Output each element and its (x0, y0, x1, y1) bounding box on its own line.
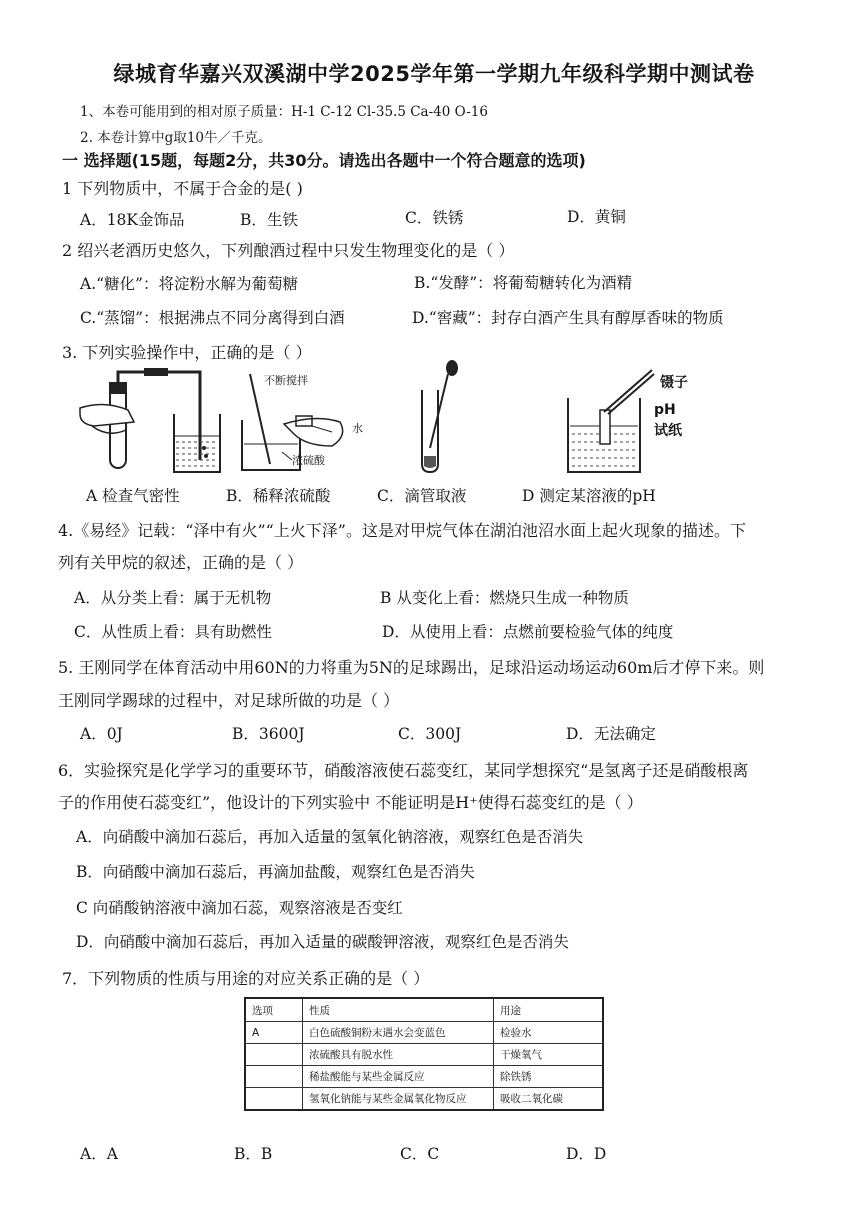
section-heading: 一 选择题(15题，每题2分，共30分。请选出各题中一个符合题意的选项) (62, 151, 586, 170)
question-7-stem: 7．下列物质的性质与用途的对应关系正确的是（ ） (62, 969, 430, 988)
question-4-stem-2: 列有关甲烷的叙述，正确的是（ ） (58, 553, 304, 572)
q5-option-a: A．0J (80, 725, 123, 743)
note-1: 1、本卷可能用到的相对原子质量：H-1 C-12 Cl-35.5 Ca-40 O-16 (80, 104, 488, 120)
figure-air-tightness-check (74, 364, 224, 480)
label-stir: 不断搅拌 (264, 374, 308, 387)
figure-dropper (408, 360, 478, 476)
q6-option-c: C 向硝酸钠溶液中滴加石蕊，观察溶液是否变红 (76, 899, 403, 917)
q1-option-d: D．黄铜 (567, 208, 626, 226)
question-4-stem-1: 4.《易经》记载：“泽中有火”“上火下泽”。这是对甲烷气体在湖泊池沼水面上起火现象的描述。下 (58, 521, 746, 540)
q4-option-d: D．从使用上看：点燃前要检验气体的纯度 (382, 623, 674, 641)
q7-option-b: B．B (234, 1145, 273, 1163)
table-cell: 干燥氧气 (494, 1044, 604, 1066)
q2-option-d: D.“窖藏”：封存白酒产生具有醇厚香味的物质 (412, 309, 724, 327)
q6-option-d: D．向硝酸中滴加石蕊后，再加入适量的碳酸钾溶液，观察红色是否消失 (76, 933, 569, 951)
table-row (245, 1022, 603, 1044)
table-row (245, 1044, 603, 1066)
table-header-cell: 性质 (303, 998, 494, 1022)
q6-option-a: A．向硝酸中滴加石蕊后，再加入适量的氢氧化钠溶液，观察红色是否消失 (76, 828, 584, 846)
q6-option-b: B．向硝酸中滴加石蕊后，再滴加盐酸，观察红色是否消失 (76, 863, 475, 881)
question-5-stem-2: 王刚同学踢球的过程中，对足球所做的功是（ ） (58, 691, 400, 710)
table-row (245, 1066, 603, 1088)
table-cell (245, 1066, 303, 1088)
table-header-row (245, 998, 603, 1022)
question-6-stem-2: 子的作用使石蕊变红”，他设计的下列实验中 不能证明是H⁺使得石蕊变红的是（ ） (58, 793, 643, 812)
table-cell: 白色硫酸铜粉末遇水会变蓝色 (303, 1022, 494, 1044)
q4-option-c: C．从性质上看：具有助燃性 (74, 623, 272, 641)
q7-option-a: A．A (80, 1145, 118, 1163)
table-cell: A (245, 1022, 303, 1044)
question-3-stem: 3. 下列实验操作中，正确的是（ ） (62, 343, 312, 362)
table-header-cell: 选项 (245, 998, 303, 1022)
q4-option-a: A．从分类上看：属于无机物 (74, 589, 272, 607)
question-6-stem-1: 6．实验探究是化学学习的重要环节，硝酸溶液使石蕊变红，某同学想探究“是氢离子还是硝酸根离 (58, 761, 749, 780)
label-water: 水 (352, 422, 363, 435)
q1-option-c: C．铁锈 (405, 209, 464, 227)
q2-option-c: C.“蒸馏”：根据沸点不同分离得到白酒 (80, 309, 345, 327)
table-cell: 检验水 (494, 1022, 604, 1044)
table-cell: 浓硫酸具有脱水性 (303, 1044, 494, 1066)
q7-option-c: C．C (400, 1145, 440, 1163)
label-acid: 浓硫酸 (292, 454, 325, 467)
question-2-stem: 2 绍兴老酒历史悠久，下列酿酒过程中只发生物理变化的是（ ） (62, 241, 515, 260)
q1-option-a: A．18K金饰品 (80, 211, 185, 229)
table-cell: 吸收二氧化碳 (494, 1088, 604, 1111)
note-2: 2. 本卷计算中g取10牛／千克。 (80, 130, 272, 146)
exam-title: 绿城育华嘉兴双溪湖中学2025学年第一学期九年级科学期中测试卷 (113, 62, 755, 86)
q3-option-d: D 测定某溶液的pH (522, 487, 656, 505)
q5-option-c: C．300J (398, 725, 462, 743)
label-tweezers: 镊子 (660, 375, 688, 391)
table-cell: 除铁锈 (494, 1066, 604, 1088)
table-cell (245, 1044, 303, 1066)
q2-option-b: B.“发酵”：将葡萄糖转化为酒精 (414, 274, 633, 292)
q5-option-b: B．3600J (232, 725, 305, 743)
table-cell: 稀盐酸能与某些金属反应 (303, 1066, 494, 1088)
q2-option-a: A.“糖化”：将淀粉水解为葡萄糖 (80, 275, 298, 293)
table-cell: 氢氧化钠能与某些金属氧化物反应 (303, 1088, 494, 1111)
question-5-stem-1: 5. 王刚同学在体育活动中用60N的力将重为5N的足球踢出，足球沿运动场运动60m后才停下来。则 (58, 658, 765, 677)
q3-option-a: A 检查气密性 (86, 487, 180, 505)
figure-measure-ph (560, 364, 660, 480)
table-cell (245, 1088, 303, 1111)
question-1-stem: 1 下列物质中，不属于合金的是( ) (62, 179, 303, 198)
q5-option-d: D．无法确定 (566, 725, 656, 743)
q3-option-c: C．滴管取液 (377, 487, 467, 505)
q7-option-d: D．D (566, 1145, 607, 1163)
table-row (245, 1088, 603, 1111)
q4-option-b: B 从变化上看：燃烧只生成一种物质 (380, 589, 629, 607)
table-header-cell: 用途 (494, 998, 604, 1022)
label-ph-paper-2: 试纸 (654, 423, 682, 439)
label-ph-paper-1: pH (654, 402, 676, 418)
q1-option-b: B．生铁 (240, 211, 298, 229)
q3-option-b: B．稀释浓硫酸 (226, 487, 331, 505)
q7-table (244, 997, 604, 1111)
